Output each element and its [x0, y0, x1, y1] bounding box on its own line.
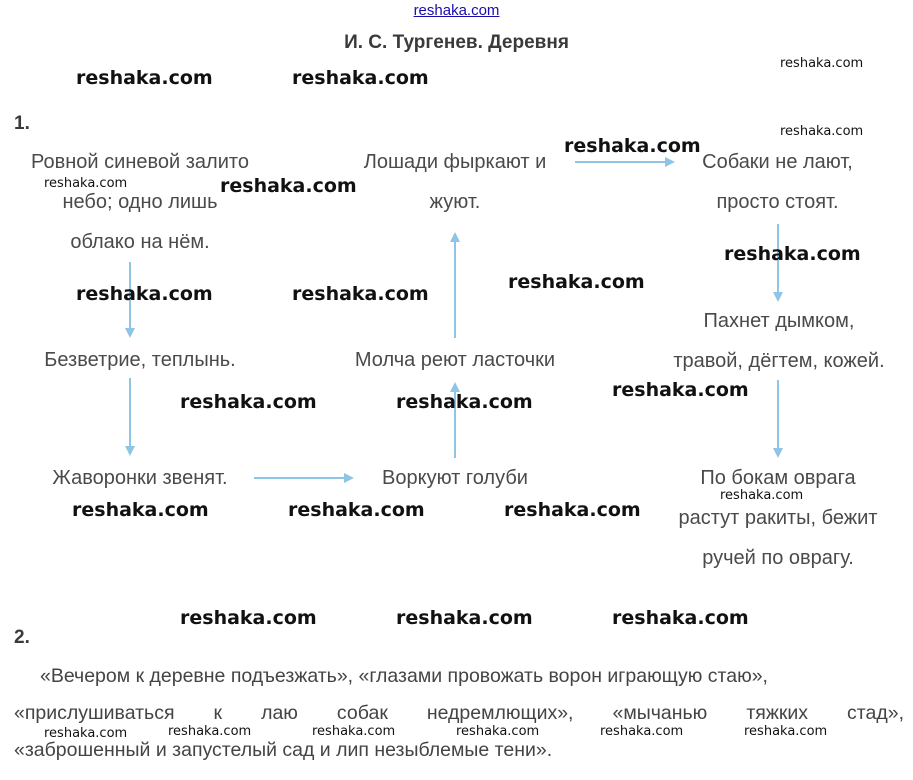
- watermark: reshaka.com: [396, 607, 533, 629]
- watermark-small: reshaka.com: [780, 124, 864, 139]
- node-smell: [645, 301, 913, 381]
- node-larks: Жаворонки звенят.: [52, 467, 228, 489]
- watermark: reshaka.com: [180, 607, 317, 629]
- node-horses-line-1: Лошади фыркают и: [363, 151, 547, 173]
- node-smell-line-1: Пахнет дымком,: [703, 310, 855, 332]
- section-2-line-2: «прислушиваться к лаю собак недремлющих», «мычанью тяжких стад»,: [14, 702, 904, 724]
- watermark: reshaka.com: [508, 271, 645, 293]
- watermark: reshaka.com: [612, 607, 749, 629]
- watermark: reshaka.com: [396, 391, 533, 413]
- watermark: reshaka.com: [76, 67, 213, 89]
- node-sky-line-2: небо; одно лишь: [62, 191, 218, 213]
- node-doves: Воркуют голуби: [382, 467, 528, 489]
- node-dogs-line-1: Собаки не лают,: [702, 151, 853, 173]
- watermark-small: reshaka.com: [744, 724, 828, 739]
- watermark-small: reshaka.com: [44, 726, 128, 741]
- watermark-small: reshaka.com: [456, 724, 540, 739]
- watermark-small: reshaka.com: [312, 724, 396, 739]
- node-calm: Безветрие, теплынь.: [44, 349, 236, 371]
- page-title: И. С. Тургенев. Деревня: [344, 32, 569, 53]
- watermark: reshaka.com: [180, 391, 317, 413]
- watermark-small: reshaka.com: [44, 176, 128, 191]
- watermark-small: reshaka.com: [780, 56, 864, 71]
- watermark: reshaka.com: [724, 243, 861, 265]
- section-2-line-1: «Вечером к деревне подъезжать», «глазами провожать ворон играющую стаю»,: [40, 665, 768, 687]
- node-dogs-line-2: просто стоят.: [716, 191, 839, 213]
- section-2-text: [14, 658, 904, 769]
- section-2-line-3: «заброшенный и запустелый сад и лип незыблемые тени».: [14, 739, 553, 761]
- node-sky-line-3: облако на нём.: [70, 231, 210, 253]
- watermark: reshaka.com: [564, 135, 701, 157]
- watermark: reshaka.com: [220, 175, 357, 197]
- watermark-small: reshaka.com: [168, 724, 252, 739]
- watermark: reshaka.com: [504, 499, 641, 521]
- watermark: reshaka.com: [612, 379, 749, 401]
- node-dogs: [670, 142, 885, 222]
- section-1-number: 1.: [14, 113, 30, 134]
- watermark: reshaka.com: [76, 283, 213, 305]
- node-ravine-line-2: растут ракиты, бежит: [678, 507, 878, 529]
- section-2-number: 2.: [14, 627, 30, 648]
- node-smell-line-2: травой, дёгтем, кожей.: [673, 350, 885, 372]
- node-ravine-line-1: По бокам оврага: [700, 467, 856, 489]
- watermark-small: reshaka.com: [600, 724, 684, 739]
- watermark-small: reshaka.com: [720, 488, 804, 503]
- node-ravine-line-3: ручей по оврагу.: [702, 547, 854, 569]
- node-horses-line-2: жуют.: [429, 191, 481, 213]
- site-link[interactable]: reshaka.com: [413, 2, 500, 19]
- watermark: reshaka.com: [288, 499, 425, 521]
- node-sky: [0, 142, 280, 262]
- node-ravine: [660, 458, 896, 578]
- node-swallows: Молча реют ласточки: [354, 349, 556, 371]
- watermark: reshaka.com: [72, 499, 209, 521]
- watermark: reshaka.com: [292, 283, 429, 305]
- node-sky-line-1: Ровной синевой залито: [31, 151, 249, 173]
- node-horses: [340, 142, 570, 222]
- watermark: reshaka.com: [292, 67, 429, 89]
